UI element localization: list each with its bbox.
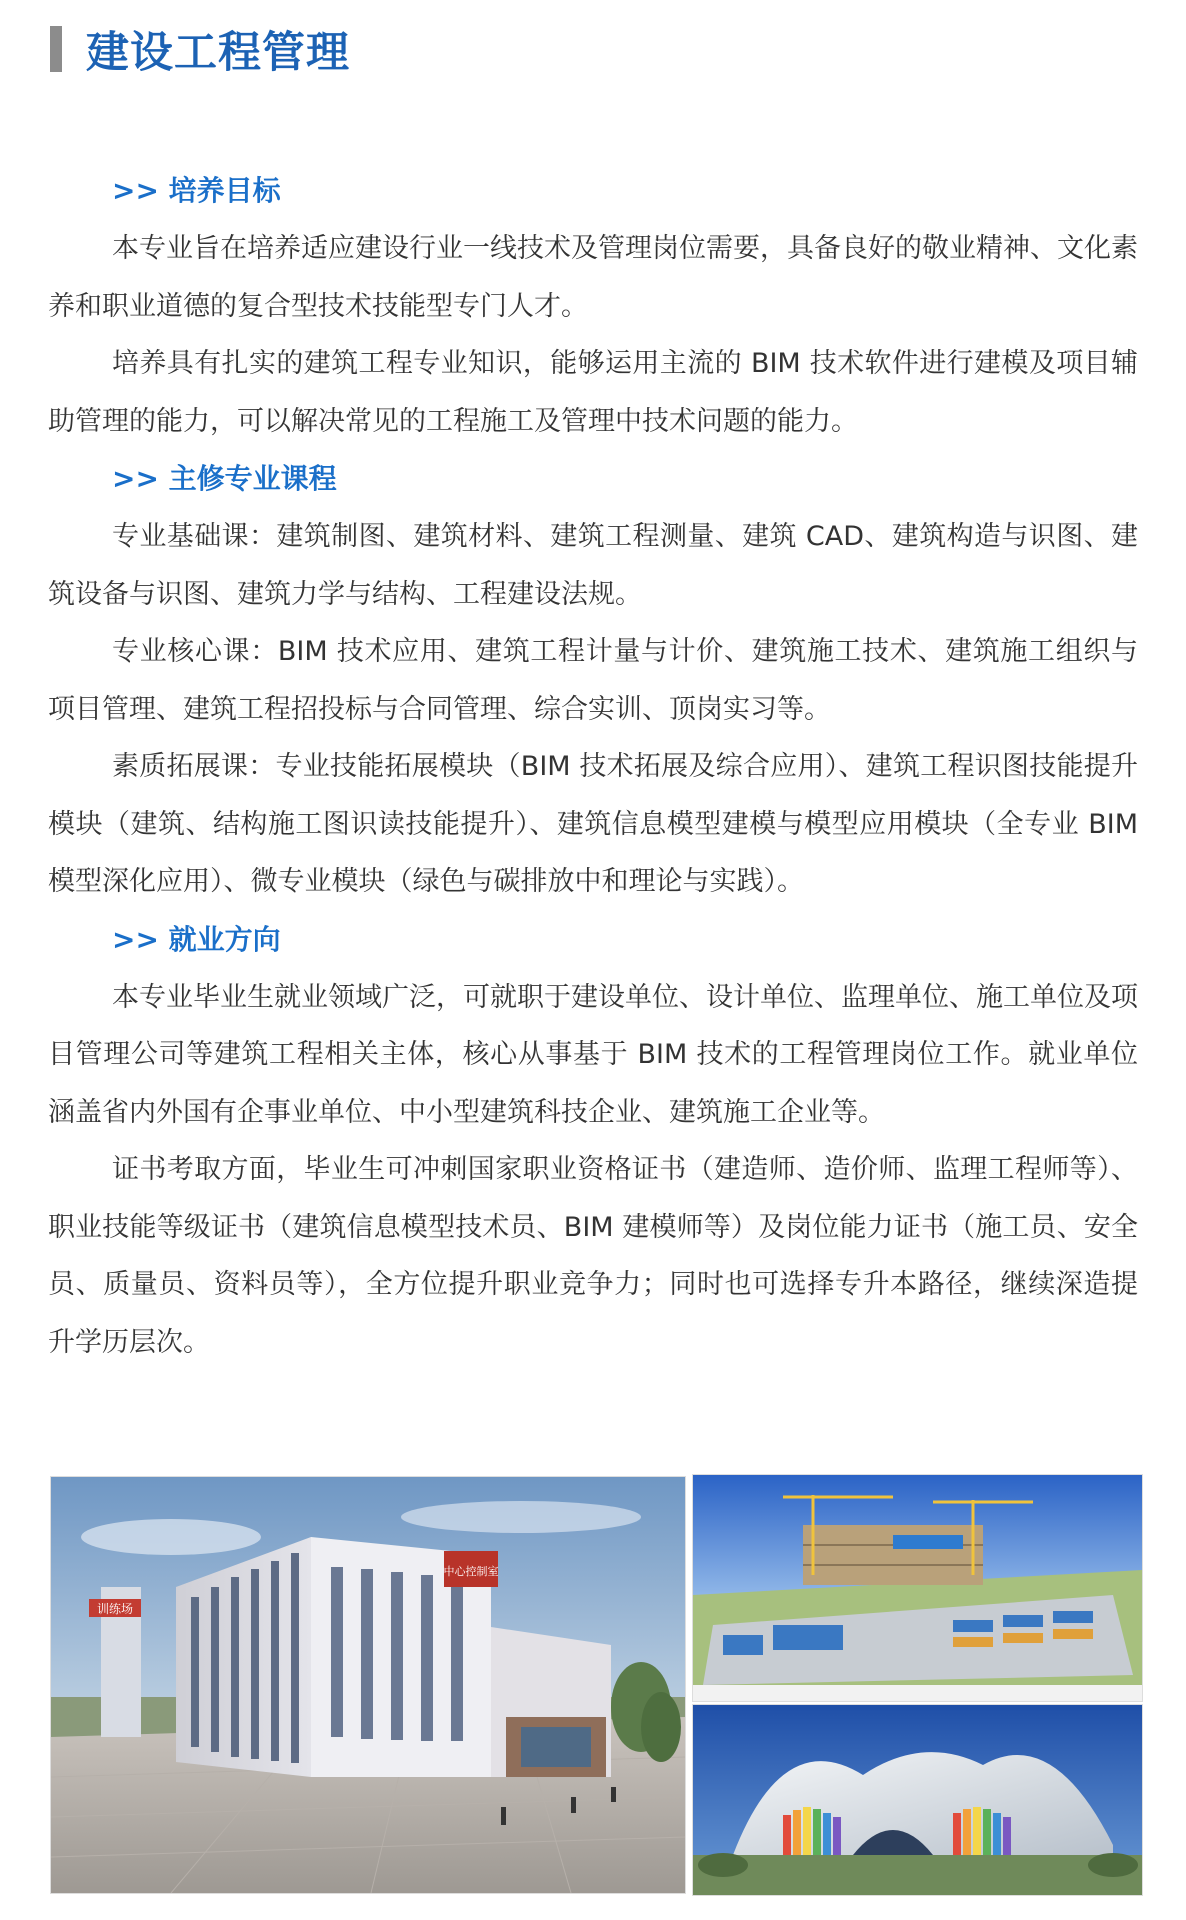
section-heading-career: >> 就业方向 [112, 922, 281, 956]
section-heading-goals: >> 培养目标 [112, 174, 281, 207]
page-title: 建设工程管理 [86, 27, 350, 78]
paragraph: 专业核心课：BIM 技术应用、建筑工程计量与计价、建筑施工技术、建筑施工组织与项目管理、建筑工程招投标与合同管理、综合实训、顶岗实习等。 [48, 636, 1138, 725]
main-sign-text: 中心控制室 [443, 1565, 499, 1578]
construction-site-model-image [693, 1475, 1142, 1701]
construction-site-model-photo [692, 1474, 1143, 1702]
paragraph: 专业基础课：建筑制图、建筑材料、建筑工程测量、建筑 CAD、建筑构造与识图、建筑设备与识图、建筑力学与结构、工程建设法规。 [48, 521, 1138, 610]
building-rendering-image [51, 1477, 685, 1893]
paragraph: 培养具有扎实的建筑工程专业知识，能够运用主流的 BIM 技术软件进行建模及项目辅助管理的能力，可以解决常见的工程施工及管理中技术问题的能力。 [48, 348, 1138, 437]
arched-hall-rendering-photo [692, 1704, 1143, 1896]
paragraph: 证书考取方面，毕业生可冲刺国家职业资格证书（建造师、造价师、监理工程师等）、职业技能等级证书（建筑信息模型技术员、BIM 建模师等）及岗位能力证书（施工员、安全员、质量员、资料员等），全方位提升职业竞争力；同时也可选择专升本路径，继续深造提升学历层次。 [48, 1154, 1138, 1358]
page-header [50, 18, 350, 80]
section-heading-courses: >> 主修专业课程 [112, 462, 337, 495]
title-accent-bar [50, 26, 62, 72]
side-sign-text: 训练场 [96, 1602, 134, 1616]
article-body [48, 162, 1138, 1371]
paragraph: 素质拓展课：专业技能拓展模块（BIM 技术拓展及综合应用）、建筑工程识图技能提升模块（建筑、结构施工图识读技能提升）、建筑信息模型建模与模型应用模块（全专业 BIM 模型深化应用）、微专业模块（绿色与碳排放中和理论与实践）。 [48, 751, 1138, 897]
paragraph: 本专业毕业生就业领域广泛，可就职于建设单位、设计单位、监理单位、施工单位及项目管理公司等建筑工程相关主体，核心从事基于 BIM 技术的工程管理岗位工作。就业单位涵盖省内外国有企事业单位、中小型建筑科技企业、建筑施工企业等。 [48, 981, 1138, 1128]
paragraph: 本专业旨在培养适应建设行业一线技术及管理岗位需要，具备良好的敬业精神、文化素养和职业道德的复合型技术技能型专门人才。 [48, 233, 1138, 322]
building-rendering-photo [50, 1476, 686, 1894]
arched-hall-rendering-image [693, 1705, 1142, 1895]
